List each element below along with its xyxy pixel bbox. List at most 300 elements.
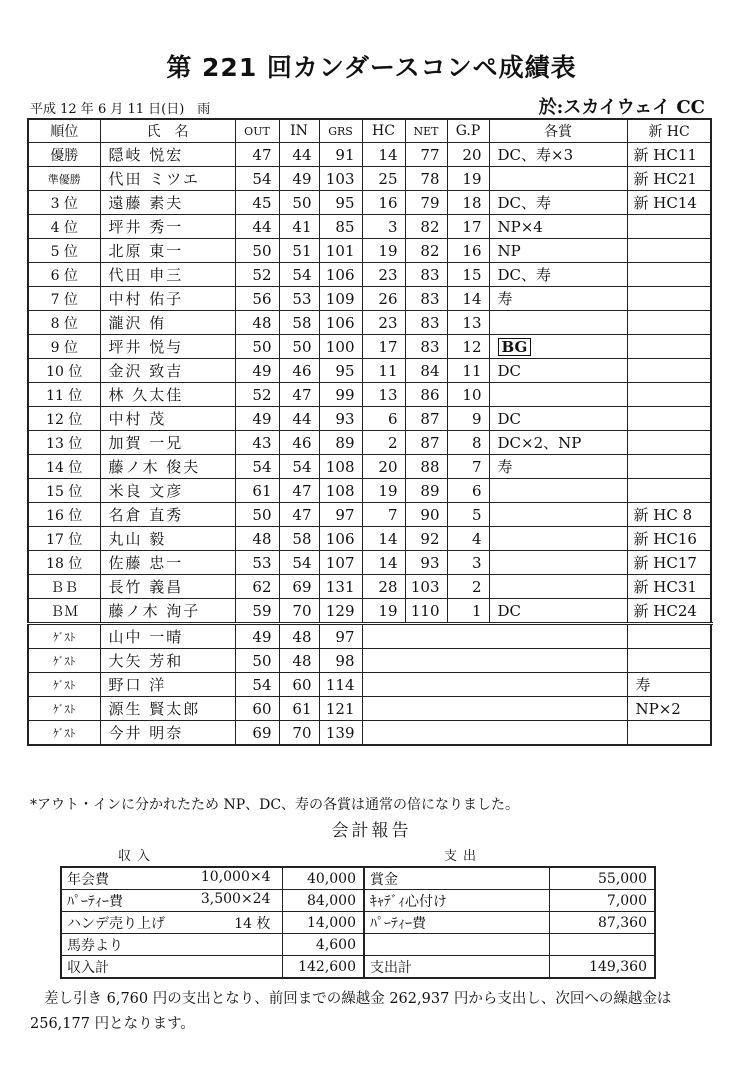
guest-row — [28, 624, 711, 649]
name-cell: 藤ノ木 洵子 — [100, 599, 235, 624]
out-cell: 52 — [235, 263, 279, 287]
in-cell: 50 — [279, 191, 319, 215]
gp-cell: 9 — [447, 407, 489, 431]
table-row — [28, 383, 711, 407]
empty-cell — [362, 673, 627, 697]
in-cell: 41 — [279, 215, 319, 239]
table-row — [28, 599, 711, 624]
newhc-cell — [627, 407, 711, 431]
out-cell: 60 — [235, 697, 279, 721]
rank-cell: 15 位 — [28, 479, 100, 503]
hc-cell: 19 — [362, 239, 405, 263]
hc-cell: 19 — [362, 599, 405, 624]
rank-cell: ｹﾞｽﾄ — [28, 649, 100, 673]
income-item: 収入計 — [67, 959, 109, 976]
rank-cell: 10 位 — [28, 359, 100, 383]
name-cell: 代田 申三 — [100, 263, 235, 287]
hc-cell: 28 — [362, 575, 405, 599]
gp-cell: 13 — [447, 311, 489, 335]
net-cell: 78 — [405, 167, 447, 191]
income-item-cell — [61, 912, 282, 934]
in-cell: 51 — [279, 239, 319, 263]
award-cell — [489, 167, 627, 191]
expense-item: 賞金 — [364, 867, 549, 890]
gp-cell: 10 — [447, 383, 489, 407]
col-name: 氏 名 — [100, 119, 235, 143]
out-cell: 53 — [235, 551, 279, 575]
name-cell: 代田 ミツエ — [100, 167, 235, 191]
income-amount: 4,600 — [282, 934, 364, 956]
table-row — [28, 335, 711, 359]
net-cell: 83 — [405, 287, 447, 311]
income-detail — [271, 935, 277, 955]
hc-cell: 17 — [362, 335, 405, 359]
hc-cell: 2 — [362, 431, 405, 455]
expense-item: ﾊﾟｰﾃｨｰ費 — [364, 912, 549, 934]
table-row — [28, 167, 711, 191]
newhc-cell — [627, 287, 711, 311]
col-award: 各賞 — [489, 119, 627, 143]
hc-cell: 11 — [362, 359, 405, 383]
summary: 差し引き 6,760 円の支出となり、前回までの繰越金 262,937 円から支出し、次回への繰越金は 256,177 円となります。 — [30, 991, 672, 1032]
expense-item: ｷｬﾃﾞｨ心付け — [364, 890, 549, 912]
grs-cell: 91 — [319, 143, 362, 167]
rank-cell: 17 位 — [28, 527, 100, 551]
grs-cell: 98 — [319, 649, 362, 673]
net-cell: 79 — [405, 191, 447, 215]
hc-cell: 23 — [362, 311, 405, 335]
income-amount: 142,600 — [282, 956, 364, 979]
empty-cell — [362, 649, 627, 673]
name-cell: 瀧沢 侑 — [100, 311, 235, 335]
name-cell: 長竹 義昌 — [100, 575, 235, 599]
in-cell: 48 — [279, 624, 319, 649]
expense-amount: 149,360 — [549, 956, 655, 979]
out-cell: 69 — [235, 721, 279, 746]
out-cell: 50 — [235, 239, 279, 263]
table-row — [28, 359, 711, 383]
col-grs: GRS — [319, 119, 362, 143]
out-cell: 61 — [235, 479, 279, 503]
name-cell: 林 久太佳 — [100, 383, 235, 407]
newhc-cell: 新 HC31 — [627, 575, 711, 599]
name-cell: 中村 佑子 — [100, 287, 235, 311]
newhc-cell: 新 HC11 — [627, 143, 711, 167]
venue: 於:スカイウェイ CC — [538, 97, 705, 118]
gp-cell: 4 — [447, 527, 489, 551]
out-cell: 48 — [235, 311, 279, 335]
grs-cell: 95 — [319, 359, 362, 383]
gp-cell: 6 — [447, 479, 489, 503]
net-cell: 110 — [405, 599, 447, 624]
header-row — [28, 119, 711, 143]
gp-cell: 5 — [447, 503, 489, 527]
in-cell: 50 — [279, 335, 319, 359]
rank-cell: 18 位 — [28, 551, 100, 575]
award-cell — [489, 311, 627, 335]
table-row — [28, 503, 711, 527]
rank-cell: ｹﾞｽﾄ — [28, 721, 100, 746]
name-cell: 隠岐 悦宏 — [100, 143, 235, 167]
hc-cell: 14 — [362, 551, 405, 575]
income-detail — [271, 957, 277, 977]
award-cell: DC、寿 — [489, 191, 627, 215]
net-cell: 83 — [405, 335, 447, 359]
gp-cell: 8 — [447, 431, 489, 455]
net-cell: 84 — [405, 359, 447, 383]
hc-cell: 13 — [362, 383, 405, 407]
rank-cell: 8 位 — [28, 311, 100, 335]
hc-cell: 26 — [362, 287, 405, 311]
grs-cell: 109 — [319, 287, 362, 311]
out-cell: 62 — [235, 575, 279, 599]
award-cell: NP×2 — [627, 697, 711, 721]
in-cell: 48 — [279, 649, 319, 673]
table-row — [28, 479, 711, 503]
gp-cell: 12 — [447, 335, 489, 359]
out-cell: 44 — [235, 215, 279, 239]
rank-cell: 3 位 — [28, 191, 100, 215]
grs-cell: 131 — [319, 575, 362, 599]
in-cell: 54 — [279, 263, 319, 287]
award-cell — [489, 575, 627, 599]
award-cell: 寿 — [627, 673, 711, 697]
results-table — [27, 118, 712, 746]
rank-cell: 12 位 — [28, 407, 100, 431]
rank-cell: 5 位 — [28, 239, 100, 263]
newhc-cell — [627, 455, 711, 479]
newhc-cell: 新 HC24 — [627, 599, 711, 624]
hc-cell: 20 — [362, 455, 405, 479]
in-cell: 46 — [279, 431, 319, 455]
net-cell: 87 — [405, 407, 447, 431]
income-item: ハンデ売り上げ — [67, 915, 165, 932]
out-cell: 54 — [235, 673, 279, 697]
net-cell: 90 — [405, 503, 447, 527]
income-item: 年会費 — [67, 871, 109, 888]
grs-cell: 100 — [319, 335, 362, 359]
award-cell — [489, 479, 627, 503]
net-cell: 77 — [405, 143, 447, 167]
guest-row — [28, 721, 711, 746]
hc-cell: 6 — [362, 407, 405, 431]
income-item: 馬券より — [67, 937, 123, 954]
in-cell: 46 — [279, 359, 319, 383]
net-cell: 92 — [405, 527, 447, 551]
event-date: 平成 12 年 6 月 11 日(日) 雨 — [30, 102, 211, 117]
newhc-cell — [627, 311, 711, 335]
award-cell: 寿 — [489, 287, 627, 311]
grs-cell: 108 — [319, 479, 362, 503]
out-cell: 45 — [235, 191, 279, 215]
newhc-cell — [627, 431, 711, 455]
table-row — [28, 191, 711, 215]
income-label: 収入 — [118, 849, 157, 864]
accounting-row — [61, 890, 655, 912]
name-cell: 佐藤 忠一 — [100, 551, 235, 575]
net-cell: 83 — [405, 263, 447, 287]
table-row — [28, 407, 711, 431]
accounting-row — [61, 956, 655, 979]
income-detail: 14 枚 — [234, 915, 271, 932]
rank-cell: 14 位 — [28, 455, 100, 479]
in-cell: 70 — [279, 599, 319, 624]
grs-cell: 93 — [319, 407, 362, 431]
gp-cell: 16 — [447, 239, 489, 263]
rank-cell: 準優勝 — [28, 167, 100, 191]
in-cell: 58 — [279, 527, 319, 551]
award-cell — [489, 503, 627, 527]
grs-cell: 106 — [319, 527, 362, 551]
gp-cell: 2 — [447, 575, 489, 599]
out-cell: 50 — [235, 335, 279, 359]
expense-amount: 87,360 — [549, 912, 655, 934]
rank-cell: 16 位 — [28, 503, 100, 527]
table-row — [28, 215, 711, 239]
newhc-cell: 新 HC14 — [627, 191, 711, 215]
name-cell: 名倉 直秀 — [100, 503, 235, 527]
col-gp: G.P — [447, 119, 489, 143]
gp-cell: 18 — [447, 191, 489, 215]
bg-badge: BG — [498, 338, 532, 356]
guest-row — [28, 697, 711, 721]
award-cell: NP — [489, 239, 627, 263]
award-cell: DC — [489, 599, 627, 624]
income-amount: 14,000 — [282, 912, 364, 934]
rank-cell: ＢＢ — [28, 575, 100, 599]
out-cell: 54 — [235, 167, 279, 191]
award-cell — [627, 649, 711, 673]
note: *アウト・インに分かれたため NP、DC、寿の各賞は通常の倍になりました。 — [30, 797, 520, 813]
rank-cell: ｹﾞｽﾄ — [28, 673, 100, 697]
hc-cell: 14 — [362, 527, 405, 551]
award-cell — [489, 383, 627, 407]
in-cell: 69 — [279, 575, 319, 599]
name-cell: 今井 明奈 — [100, 721, 235, 746]
grs-cell: 106 — [319, 311, 362, 335]
net-cell: 86 — [405, 383, 447, 407]
in-cell: 47 — [279, 479, 319, 503]
gp-cell: 20 — [447, 143, 489, 167]
rank-cell: 9 位 — [28, 335, 100, 359]
gp-cell: 1 — [447, 599, 489, 624]
col-rank: 順位 — [28, 119, 100, 143]
grs-cell: 108 — [319, 455, 362, 479]
expense-amount: 55,000 — [549, 867, 655, 890]
gp-cell: 3 — [447, 551, 489, 575]
newhc-cell — [627, 335, 711, 359]
grs-cell: 114 — [319, 673, 362, 697]
col-newhc: 新 HC — [627, 119, 711, 143]
rank-cell: ｹﾞｽﾄ — [28, 697, 100, 721]
newhc-cell — [627, 263, 711, 287]
col-in: IN — [279, 119, 319, 143]
name-cell: 中村 茂 — [100, 407, 235, 431]
award-cell — [489, 551, 627, 575]
out-cell: 50 — [235, 503, 279, 527]
out-cell: 56 — [235, 287, 279, 311]
hc-cell: 7 — [362, 503, 405, 527]
out-cell: 48 — [235, 527, 279, 551]
out-cell: 49 — [235, 359, 279, 383]
expense-amount — [549, 934, 655, 956]
newhc-cell — [627, 215, 711, 239]
rank-cell: 13 位 — [28, 431, 100, 455]
award-cell: DC、寿 — [489, 263, 627, 287]
grs-cell: 99 — [319, 383, 362, 407]
table-row — [28, 239, 711, 263]
gp-cell: 17 — [447, 215, 489, 239]
income-amount: 40,000 — [282, 867, 364, 890]
col-hc: HC — [362, 119, 405, 143]
col-out: OUT — [235, 119, 279, 143]
net-cell: 88 — [405, 455, 447, 479]
accounting-title: 会計報告 — [331, 821, 412, 841]
net-cell: 82 — [405, 215, 447, 239]
expense-item — [364, 934, 549, 956]
newhc-cell — [627, 239, 711, 263]
in-cell: 44 — [279, 407, 319, 431]
grs-cell: 129 — [319, 599, 362, 624]
newhc-cell: 新 HC17 — [627, 551, 711, 575]
grs-cell: 103 — [319, 167, 362, 191]
gp-cell: 14 — [447, 287, 489, 311]
out-cell: 49 — [235, 407, 279, 431]
gp-cell: 7 — [447, 455, 489, 479]
net-cell: 83 — [405, 311, 447, 335]
name-cell: 野口 洋 — [100, 673, 235, 697]
in-cell: 53 — [279, 287, 319, 311]
expense-label: 支出 — [444, 849, 483, 864]
rank-cell: 7 位 — [28, 287, 100, 311]
expense-item: 支出計 — [364, 956, 549, 979]
gp-cell: 11 — [447, 359, 489, 383]
table-row — [28, 311, 711, 335]
hc-cell: 23 — [362, 263, 405, 287]
hc-cell: 16 — [362, 191, 405, 215]
out-cell: 59 — [235, 599, 279, 624]
name-cell: 大矢 芳和 — [100, 649, 235, 673]
guest-row — [28, 649, 711, 673]
rank-cell: 4 位 — [28, 215, 100, 239]
table-row — [28, 575, 711, 599]
income-detail: 10,000×4 — [200, 868, 271, 885]
accounting-table — [60, 866, 656, 979]
in-cell: 49 — [279, 167, 319, 191]
gp-cell: 19 — [447, 167, 489, 191]
empty-cell — [362, 721, 627, 746]
rank-cell: ｹﾞｽﾄ — [28, 624, 100, 649]
table-row — [28, 287, 711, 311]
net-cell: 103 — [405, 575, 447, 599]
out-cell: 49 — [235, 624, 279, 649]
award-cell: 寿 — [489, 455, 627, 479]
in-cell: 60 — [279, 673, 319, 697]
name-cell: 藤ノ木 俊夫 — [100, 455, 235, 479]
grs-cell: 89 — [319, 431, 362, 455]
col-net: NET — [405, 119, 447, 143]
net-cell: 93 — [405, 551, 447, 575]
rank-cell: 6 位 — [28, 263, 100, 287]
in-cell: 70 — [279, 721, 319, 746]
income-item: ﾊﾟｰﾃｨｰ費 — [67, 893, 123, 910]
award-cell: NP×4 — [489, 215, 627, 239]
name-cell: 遠藤 素夫 — [100, 191, 235, 215]
rank-cell: 優勝 — [28, 143, 100, 167]
newhc-cell — [627, 359, 711, 383]
name-cell: 源生 賢太郎 — [100, 697, 235, 721]
grs-cell: 101 — [319, 239, 362, 263]
newhc-cell: 新 HC21 — [627, 167, 711, 191]
award-cell — [627, 624, 711, 649]
out-cell: 50 — [235, 649, 279, 673]
grs-cell: 85 — [319, 215, 362, 239]
empty-cell — [362, 697, 627, 721]
name-cell: 坪井 悦与 — [100, 335, 235, 359]
name-cell: 山中 一晴 — [100, 624, 235, 649]
hc-cell: 19 — [362, 479, 405, 503]
income-item-cell — [61, 867, 282, 890]
empty-cell — [362, 624, 627, 649]
award-cell — [489, 335, 627, 359]
accounting-row — [61, 912, 655, 934]
award-cell — [489, 527, 627, 551]
out-cell: 52 — [235, 383, 279, 407]
net-cell: 89 — [405, 479, 447, 503]
page-title: 第 221 回カンダースコンペ成績表 — [166, 53, 577, 82]
award-cell: DC×2、NP — [489, 431, 627, 455]
in-cell: 54 — [279, 455, 319, 479]
in-cell: 44 — [279, 143, 319, 167]
table-row — [28, 263, 711, 287]
grs-cell: 139 — [319, 721, 362, 746]
grs-cell: 95 — [319, 191, 362, 215]
in-cell: 47 — [279, 383, 319, 407]
grs-cell: 97 — [319, 624, 362, 649]
income-item-cell — [61, 890, 282, 912]
rank-cell: 11 位 — [28, 383, 100, 407]
in-cell: 54 — [279, 551, 319, 575]
expense-amount: 7,000 — [549, 890, 655, 912]
gp-cell: 15 — [447, 263, 489, 287]
newhc-cell: 新 HC 8 — [627, 503, 711, 527]
name-cell: 北原 東一 — [100, 239, 235, 263]
income-detail: 3,500×24 — [200, 890, 271, 907]
out-cell: 43 — [235, 431, 279, 455]
accounting-row — [61, 934, 655, 956]
hc-cell: 14 — [362, 143, 405, 167]
net-cell: 82 — [405, 239, 447, 263]
name-cell: 坪井 秀一 — [100, 215, 235, 239]
income-item-cell — [61, 934, 282, 956]
net-cell: 87 — [405, 431, 447, 455]
income-amount: 84,000 — [282, 890, 364, 912]
name-cell: 金沢 致吉 — [100, 359, 235, 383]
accounting-row — [61, 867, 655, 890]
income-item-cell — [61, 956, 282, 979]
newhc-cell: 新 HC16 — [627, 527, 711, 551]
hc-cell: 3 — [362, 215, 405, 239]
name-cell: 丸山 毅 — [100, 527, 235, 551]
out-cell: 47 — [235, 143, 279, 167]
name-cell: 加賀 一兄 — [100, 431, 235, 455]
in-cell: 61 — [279, 697, 319, 721]
name-cell: 米良 文彦 — [100, 479, 235, 503]
table-row — [28, 527, 711, 551]
in-cell: 47 — [279, 503, 319, 527]
grs-cell: 107 — [319, 551, 362, 575]
award-cell: DC、寿×3 — [489, 143, 627, 167]
